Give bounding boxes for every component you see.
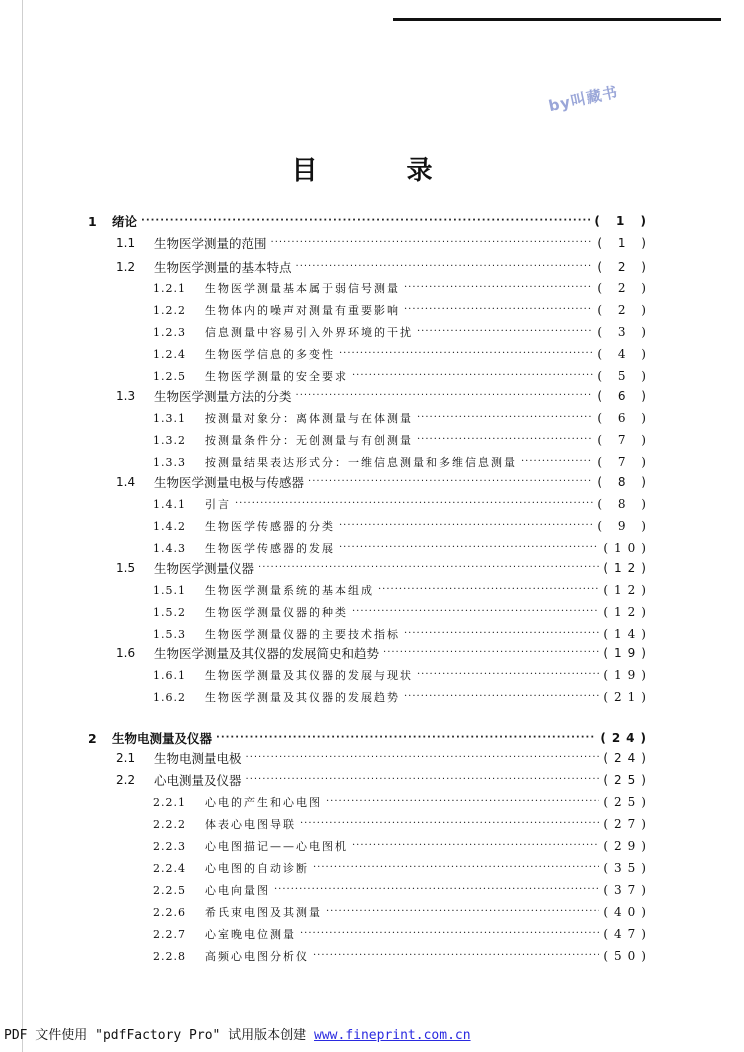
toc-entry-title: 生物医学信息的多变性 xyxy=(205,348,335,361)
toc-entry-page: ( 1 ) xyxy=(594,214,652,228)
toc-entry-number: 2.1 xyxy=(116,751,136,765)
toc-leader-dots xyxy=(313,858,599,878)
toc-entry-title: 生物医学传感器的发展 xyxy=(205,542,335,555)
toc-entry-title: 体表心电图导联 xyxy=(205,818,296,831)
toc-leader-dots xyxy=(313,946,599,966)
toc-entry-page: (29) xyxy=(603,839,652,853)
toc-leader-dots xyxy=(326,792,599,812)
toc-entry[interactable] xyxy=(153,516,652,536)
toc-entry-page: (24) xyxy=(603,751,652,765)
toc-entry-title: 按测量条件分：无创测量与有创测量 xyxy=(205,434,413,447)
toc-entry-number: 2.2.2 xyxy=(153,817,186,831)
toc-entry-title: 心电图描记——心电图机 xyxy=(205,840,348,853)
toc-entry-page: ( 8 ) xyxy=(597,497,652,511)
toc-entry-number: 2.2 xyxy=(116,773,136,787)
toc-entry[interactable] xyxy=(88,211,652,231)
toc-entry-title: 心电的产生和心电图 xyxy=(205,796,322,809)
toc-entry-title: 生物医学测量仪器的种类 xyxy=(205,606,348,619)
toc-entry-title: 心室晚电位测量 xyxy=(205,928,296,941)
toc-entry[interactable] xyxy=(153,278,652,298)
toc-entry-number: 2.2.4 xyxy=(153,861,186,875)
toc-entry[interactable] xyxy=(153,814,652,834)
toc-leader-dots xyxy=(235,494,593,514)
toc-entry-title: 生物医学测量的安全要求 xyxy=(205,370,348,383)
toc-entry[interactable] xyxy=(153,408,652,428)
toc-entry-page: (35) xyxy=(603,861,652,875)
footer-text: PDF 文件使用 "pdfFactory Pro" 试用版本创建 xyxy=(4,1028,315,1043)
toc-entry-page: ( 2 ) xyxy=(597,260,652,274)
toc-entry-number: 1.5.3 xyxy=(153,627,186,641)
toc-entry-number: 2.2.8 xyxy=(153,949,186,963)
toc-entry[interactable] xyxy=(153,836,652,856)
toc-entry-title: 生物电测量及仪器 xyxy=(112,731,213,746)
toc-entry-page: ( 3 ) xyxy=(597,325,652,339)
toc-entry-number: 1.4.2 xyxy=(153,519,186,533)
pdf-footer xyxy=(4,1024,471,1043)
toc-leader-dots xyxy=(352,366,593,386)
toc-entry-number: 1.2.4 xyxy=(153,347,186,361)
toc-entry[interactable] xyxy=(153,430,652,450)
toc-entry[interactable] xyxy=(153,687,652,707)
toc-entry[interactable] xyxy=(153,665,652,685)
toc-entry[interactable] xyxy=(116,386,652,406)
toc-entry[interactable] xyxy=(153,300,652,320)
toc-entry-page: (27) xyxy=(603,817,652,831)
toc-entry-page: (21) xyxy=(603,690,652,704)
toc-entry[interactable] xyxy=(153,494,652,514)
toc-entry-page: ( 9 ) xyxy=(597,519,652,533)
toc-leader-dots xyxy=(383,643,599,663)
toc-leader-dots xyxy=(417,430,593,450)
toc-entry-title: 生物医学测量及其仪器的发展趋势 xyxy=(205,691,400,704)
toc-entry-page: (25) xyxy=(603,773,652,787)
toc-leader-dots xyxy=(271,233,594,253)
toc-entry-title: 信息测量中容易引入外界环境的干扰 xyxy=(205,326,413,339)
toc-entry-number: 1.4.1 xyxy=(153,497,186,511)
toc-entry-title: 希氏束电图及其测量 xyxy=(205,906,322,919)
toc-leader-dots xyxy=(296,386,594,406)
toc-entry[interactable] xyxy=(153,924,652,944)
toc-leader-dots xyxy=(352,836,599,856)
toc-entry-title: 高频心电图分析仪 xyxy=(205,950,309,963)
toc-leader-dots xyxy=(300,924,599,944)
toc-entry[interactable] xyxy=(153,946,652,966)
toc-entry-number: 1.2.3 xyxy=(153,325,186,339)
toc-entry-page: (12) xyxy=(603,561,652,575)
toc-entry-page: (37) xyxy=(603,883,652,897)
toc-entry-title: 引言 xyxy=(205,498,231,511)
toc-leader-dots xyxy=(378,580,599,600)
toc-entry[interactable] xyxy=(116,233,652,253)
toc-entry-page: (12) xyxy=(603,583,652,597)
toc-entry-page: (24) xyxy=(600,731,652,745)
toc-leader-dots xyxy=(246,770,600,790)
toc-entry-title: 生物电测量电极 xyxy=(154,751,242,766)
toc-entry-number: 1.5 xyxy=(116,561,136,575)
toc-entry-number: 2.2.1 xyxy=(153,795,186,809)
toc-leader-dots xyxy=(216,728,596,748)
toc-entry-title: 生物医学测量基本属于弱信号测量 xyxy=(205,282,400,295)
page-title: 目 录 xyxy=(291,156,473,186)
toc-entry[interactable] xyxy=(153,344,652,364)
toc-entry[interactable] xyxy=(153,580,652,600)
toc-entry-title: 生物体内的噪声对测量有重要影响 xyxy=(205,304,400,317)
toc-entry[interactable] xyxy=(153,880,652,900)
toc-entry-page: ( 6 ) xyxy=(597,411,652,425)
toc-entry-number: 1.6 xyxy=(116,646,136,660)
toc-leader-dots xyxy=(417,408,593,428)
toc-entry-number: 1.3.2 xyxy=(153,433,186,447)
toc-entry-title: 生物医学测量仪器 xyxy=(154,561,255,576)
toc-entry[interactable] xyxy=(88,728,652,748)
toc-leader-dots xyxy=(404,687,599,707)
toc-leader-dots xyxy=(258,558,599,578)
toc-entry-title: 生物医学测量的基本特点 xyxy=(154,260,292,275)
footer-link[interactable]: www.fineprint.com.cn xyxy=(314,1028,471,1043)
toc-entry-page: ( 7 ) xyxy=(597,455,652,469)
toc-entry[interactable] xyxy=(153,452,652,472)
toc-entry-number: 1 xyxy=(88,213,97,229)
toc-leader-dots xyxy=(339,538,599,558)
toc-entry-title: 生物医学测量仪器的主要技术指标 xyxy=(205,628,400,641)
toc-entry-number: 1.3.3 xyxy=(153,455,186,469)
toc-entry[interactable] xyxy=(153,322,652,342)
toc-entry-page: ( 6 ) xyxy=(597,389,652,403)
toc-leader-dots xyxy=(404,624,599,644)
toc-entry-page: (19) xyxy=(603,646,652,660)
toc-entry-page: (40) xyxy=(603,905,652,919)
toc-entry-number: 1.6.1 xyxy=(153,668,186,682)
toc-entry-number: 1.5.1 xyxy=(153,583,186,597)
toc-leader-dots xyxy=(274,880,599,900)
toc-entry-number: 1.5.2 xyxy=(153,605,186,619)
toc-entry[interactable] xyxy=(116,748,652,768)
toc-leader-dots xyxy=(246,748,600,768)
toc-entry-number: 1.6.2 xyxy=(153,690,186,704)
toc-entry-title: 心电向量图 xyxy=(205,884,270,897)
toc-leader-dots xyxy=(141,211,590,231)
toc-entry-title: 按测量对象分：离体测量与在体测量 xyxy=(205,412,413,425)
toc-entry-page: ( 4 ) xyxy=(597,347,652,361)
toc-entry-page: (12) xyxy=(603,605,652,619)
toc-entry-number: 2.2.3 xyxy=(153,839,186,853)
toc-entry[interactable] xyxy=(116,558,652,578)
toc-entry[interactable] xyxy=(116,472,652,492)
toc-entry[interactable] xyxy=(153,538,652,558)
toc-entry-title: 生物医学测量系统的基本组成 xyxy=(205,584,374,597)
toc-leader-dots xyxy=(404,278,593,298)
toc-entry-number: 1.2.5 xyxy=(153,369,186,383)
toc-entry[interactable] xyxy=(116,257,652,277)
toc-leader-dots xyxy=(404,300,593,320)
toc-entry[interactable] xyxy=(153,602,652,622)
toc-entry-page: (25) xyxy=(603,795,652,809)
toc-entry[interactable] xyxy=(153,624,652,644)
toc-entry[interactable] xyxy=(153,902,652,922)
toc-entry-page: ( 2 ) xyxy=(597,303,652,317)
toc-entry-number: 2.2.7 xyxy=(153,927,186,941)
header-rule xyxy=(393,18,721,21)
toc-entry-title: 生物医学测量电极与传感器 xyxy=(154,475,305,490)
toc-entry-number: 1.2.2 xyxy=(153,303,186,317)
toc-entry-title: 生物医学传感器的分类 xyxy=(205,520,335,533)
toc-leader-dots xyxy=(417,665,599,685)
toc-entry[interactable] xyxy=(153,858,652,878)
toc-leader-dots xyxy=(326,902,599,922)
toc-entry-title: 按测量结果表达形式分：一维信息测量和多维信息测量 xyxy=(205,456,517,469)
toc-entry-page: ( 5 ) xyxy=(597,369,652,383)
toc-entry-page: ( 7 ) xyxy=(597,433,652,447)
toc-entry-number: 1.4.3 xyxy=(153,541,186,555)
toc-leader-dots xyxy=(417,322,593,342)
toc-entry-number: 1.1 xyxy=(116,236,136,250)
toc-entry-title: 心电图的自动诊断 xyxy=(205,862,309,875)
toc-entry-number: 2.2.6 xyxy=(153,905,186,919)
toc-entry-page: (19) xyxy=(603,668,652,682)
toc-entry[interactable] xyxy=(116,770,652,790)
toc-leader-dots xyxy=(521,452,593,472)
toc-entry-number: 2.2.5 xyxy=(153,883,186,897)
toc-entry[interactable] xyxy=(116,643,652,663)
toc-entry-number: 1.3.1 xyxy=(153,411,186,425)
toc-leader-dots xyxy=(308,472,593,492)
toc-entry-title: 生物医学测量及其仪器的发展简史和趋势 xyxy=(154,646,380,661)
toc-leader-dots xyxy=(339,516,593,536)
toc-entry-number: 1.2.1 xyxy=(153,281,186,295)
toc-entry-page: ( 1 ) xyxy=(597,236,652,250)
toc-entry-title: 绪论 xyxy=(112,214,138,229)
toc-leader-dots xyxy=(300,814,599,834)
toc-entry-number: 1.3 xyxy=(116,389,136,403)
toc-entry-number: 1.4 xyxy=(116,475,136,489)
toc-entry-title: 生物医学测量方法的分类 xyxy=(154,389,292,404)
toc-entry-page: ( 8 ) xyxy=(597,475,652,489)
toc-entry[interactable] xyxy=(153,792,652,812)
toc-entry-number: 1.2 xyxy=(116,260,136,274)
toc-leader-dots xyxy=(296,257,594,277)
toc-entry-title: 心电测量及仪器 xyxy=(154,773,242,788)
toc-leader-dots xyxy=(352,602,599,622)
toc-entry-title: 生物医学测量的范围 xyxy=(154,236,267,251)
toc-entry-page: (50) xyxy=(603,949,652,963)
toc-entry[interactable] xyxy=(153,366,652,386)
toc-entry-title: 生物医学测量及其仪器的发展与现状 xyxy=(205,669,413,682)
toc-leader-dots xyxy=(339,344,593,364)
toc-entry-page: (14) xyxy=(603,627,652,641)
toc-entry-number: 2 xyxy=(88,730,97,746)
toc-entry-page: ( 2 ) xyxy=(597,281,652,295)
toc-entry-page: (47) xyxy=(603,927,652,941)
toc-entry-page: (10) xyxy=(603,541,652,555)
watermark-stamp: by叫藏书 xyxy=(547,82,620,116)
